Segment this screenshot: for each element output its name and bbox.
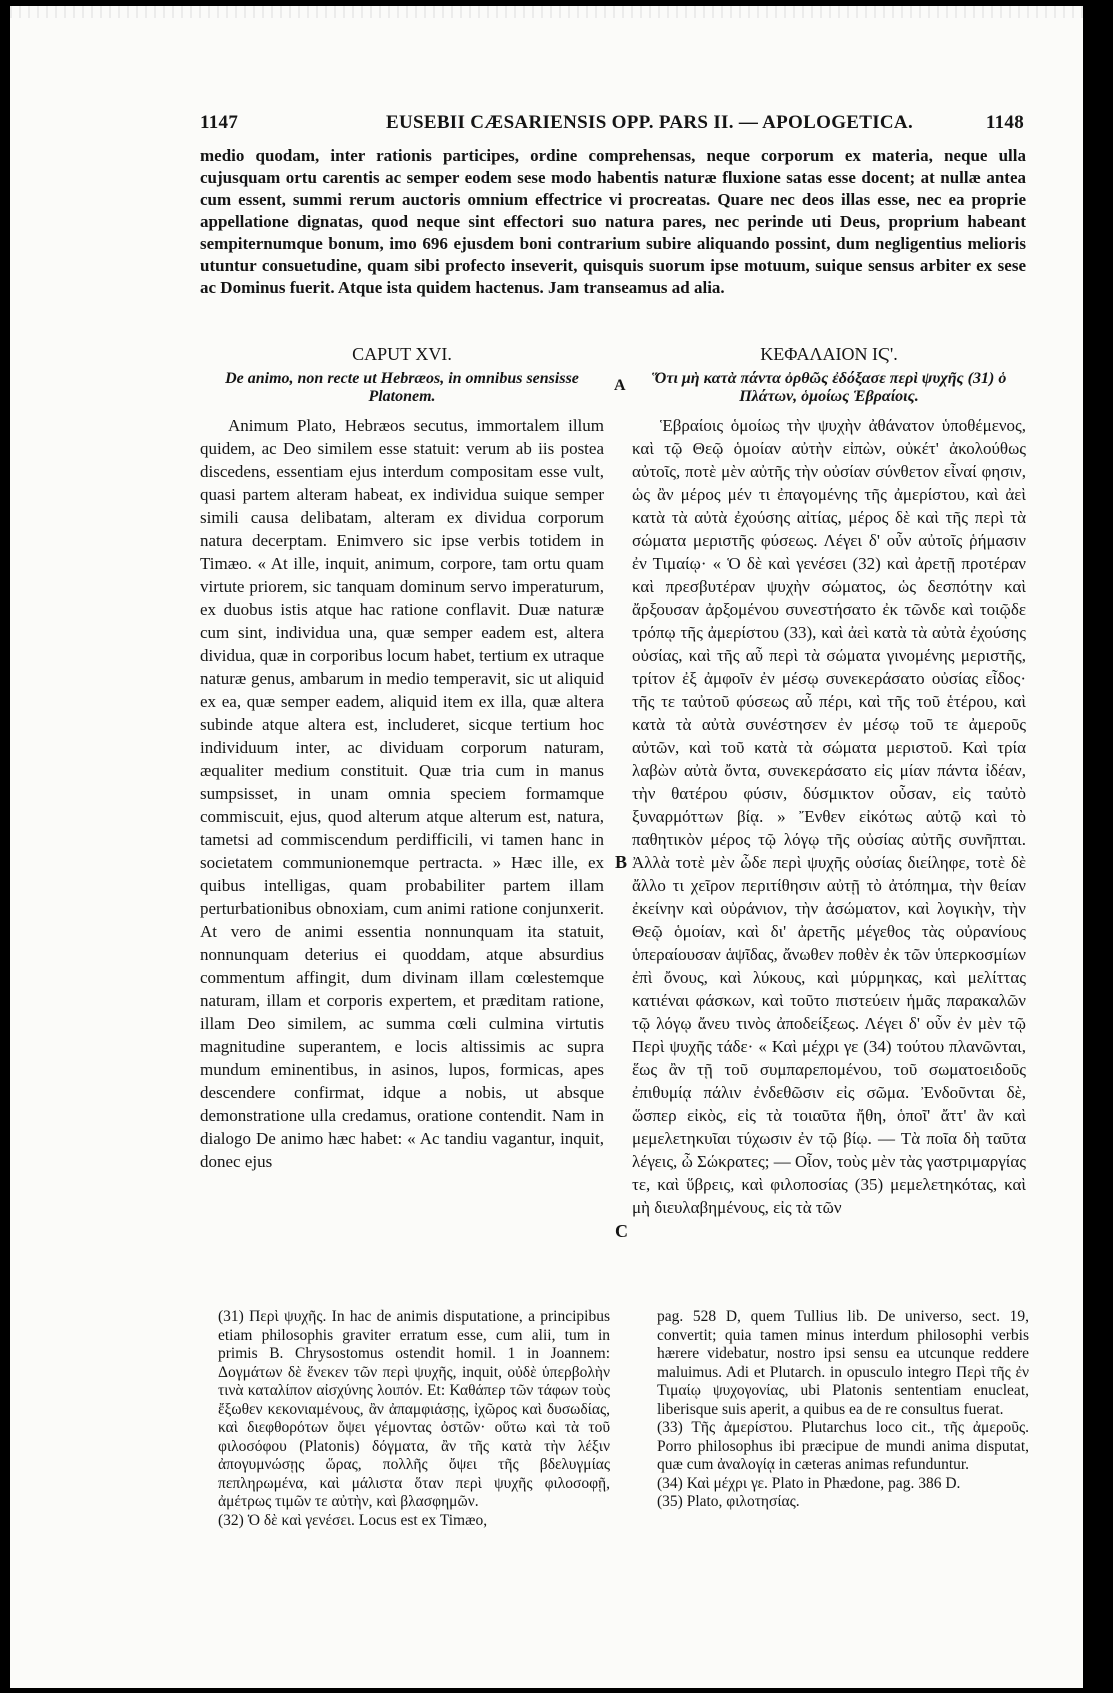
footnotes-right [657,1308,1029,1512]
scan-edge-noise [10,6,1083,18]
greek-chapter-heading: ΚΕΦΑΛΑΙΟΝ ΙϚ'. [760,344,898,364]
footnote: (35) Plato, φιλοτησίας. [657,1493,800,1510]
greek-chapter-summary: Ὅτι μὴ κατὰ πάντα ὀρθῶς ἐδόξασε περὶ ψυχῆς (31) ὁ Πλάτων, ὁμοίως Ἑβραίοις. [651,370,1007,405]
footnote: (32) Ὁ δὲ καὶ γενέσει. Locus est ex Timæo, [218,1511,488,1529]
latin-column [200,343,604,1173]
running-header [200,112,1030,140]
footnote: pag. 528 D, quem Tullius lib. De universo, sect. 19, convertit; quia tamen minus interdum philosophi verbis hærere videbatur, nostro ipsi sensu ea utcunque reddere maluimus. Adi et Plutarch. in opusculo integro Περὶ τῆς ἐν Τιμαίῳ ψυχογονίας, ubi Platonis sententiam enucleat, liberisque suis aperit, a quibus ea de re consultus fuerat. [657,1308,1029,1418]
latin-body-text: Animum Plato, Hebræos secutus, immortalem illum quidem, ac Deo similem esse statuit: verum ab iis postea discedens, essentiam ejus interdum compositam esse vult, quasi partem alteram habeat, ex individua suique semper simili causa delibatam, alteram ex dividua corporum natura decerptam. Enimvero sic ipse verbis totidem in Timæo. « At ille, inquit, animum, corpore, tam ortu quam virtute priorem, sic tanquam dominum servo imperaturum, ex duobus istis atque hac ratione conflavit. Duæ naturæ cum sint, individua una, quæ semper eadem est, altera dividua, quæ in corporibus locum habet, tertium ex utraque naturæ genus, ambarum in medio temperavit, sic ut aliquid ex ea, quæ semper eadem, aliquid item ex illa, quæ altera subinde atque altera est, includeret, sicque tertium hoc individuum inter, ac dividuam corporum naturam, æqualiter medium constituit. Quæ tria cum in manus sumpsisset, in unam omnia speciem formamque commiscuit, ejus, quod alterum atque alterum est, natura, tametsi ad commiscendum perdifficili, vi tamen hanc in societatem communionemque pertracta. » Hæc ille, ex quibus intelligas, quam probabiliter partem illam perturbationibus obnoxiam, cum animi ratione conjunxerit. At vero de animi essentia nonnunquam ita statuit, nonnunquam deterius ei quoddam, atque absurdius commentum affingit, dum divinam illam cœlestemque naturam, illam et corporis expertem, et præditam ratione, illam Deo similem, ac summa cœli culmina virtutis magnitudine superantem, e locis altissimis ac supra mundum eminentibus, in asinos, lupos, formicas, apes descendere confirmat, idque a nobis, ut absque demonstratione ulla credamus, oratione contendit. Nam in dialogo De animo hæc habet: « Ac tandiu vagantur, inquit, donec ejus [200,416,604,1171]
greek-column [632,343,1026,1219]
margin-letter-a: A [614,377,626,394]
latin-chapter-summary: De animo, non recte ut Hebræos, in omnibus sensisse Platonem. [225,370,579,405]
margin-letter-c: C [615,1221,628,1241]
full-width-paragraph [200,145,1026,299]
full-width-text: medio quodam, inter rationis participes, ordine comprehensas, neque corporum ex materia, neque ulla cujusquam ortu carentis ac semper eodem sese modo habentis naturæ fluxione satas esse docent; at nullæ antea cum essent, summi rerum auctoris omnium effectrice vi procreatas. Quare nec deos illas esse, nec ea proprie appellatione dignatas, quod neque sint effectori suo natura pares, nec perinde uti Deus, proprium habeant sempiternumque bonum, imo 696 ejusdem boni contrarium subire aliquando possint, dum negligentius melioris utuntur consuetudine, quam sibi profecto inseverit, quisquis suorum ipse motuum, suique sensus arbiter ex sese ac Dominus fuerit. Atque ista quidem hactenus. Jam transeamus ad alia. [200,146,1026,297]
header-title: EUSEBII CÆSARIENSIS OPP. PARS II. — APOLOGETICA. [386,112,914,133]
footnote: (31) Περὶ ψυχῆς. In hac de animis disputatione, a principibus etiam philosophis graviter erratum esse, cum alii, tum in primis B. Chrysostomus ostendit homil. 1 in Joannem: Δογμάτων δὲ ἕνεκεν τῶν περὶ ψυχῆς, inquit, οὐδὲ ὑπερβολὴν τινὰ καταλίπον αἰσχύνης λοιπόν. Et: Καθάπερ τῶν τάφων τοὺς ἔξωθεν κεκονιαμένους, ἂν ἀπαμφιάσῃς, ἰχῶρος καὶ δυσωδίας, καὶ διεφθορότων ὄψει γέμοντας ὀστῶν· οὕτω καὶ τὰ τοῦ φιλοσόφου (Platonis) δόγματα, ἂν τῆς κατὰ τὴν λέξιν ἀπογυμνώσῃς ὥρας, πολλῆς ὄψει τῆς βδελυγμίας πεπληρωμένα, καὶ μάλιστα ὅταν περὶ ψυχῆς φιλοσοφῇ, ἀμέτρως τιμῶν τε αὐτὴν, καὶ βλασφημῶν. [218,1308,610,1510]
footnotes-left [218,1308,610,1530]
page-number-right: 1148 [985,112,1024,133]
margin-letter-b: B [615,852,628,872]
footnote: (34) Καὶ μέχρι γε. Plato in Phædone, pag. 386 D. [657,1474,961,1492]
page-number-left: 1147 [200,112,239,133]
greek-body-text: Ἑβραίοις ὁμοίως τὴν ψυχὴν ἀθάνατον ὑποθέμενος, καὶ τῷ Θεῷ ὁμοίαν αὐτὴν εἰπὼν, οὐκέτ' ἀκολούθως αὐτοῖς, ποτὲ μὲν αὐτῆς τὴν οὐσίαν σύνθετον εἶναί φησιν, ὡς ἂν μέρος μέν τι ἐπαγομένης τῆς ἀμερίστου, καὶ ἀεὶ κατὰ τὰ αὐτὰ ἐχούσης αἰτίας, μέρος δὲ καὶ τῆς περὶ τὰ σώματα μεριστῆς φύσεως. Λέγει δ' οὖν αὐτοῖς ῥήμασιν ἐν Τιμαίῳ· « Ὁ δὲ καὶ γενέσει (32) καὶ ἀρετῇ προτέραν καὶ πρεσβυτέραν ψυχὴν σώματος, ὡς δεσπότην καὶ ἄρξουσαν ἀρξομένου συνεστήσατο ἐκ τῶνδε καὶ τοιῷδε τρόπῳ τῆς ἀμερίστου (33), καὶ ἀεὶ κατὰ τὰ αὐτὰ ἐχούσης οὐσίας, καὶ τῆς αὖ περὶ τὰ σώματα γινομένης μεριστῆς, τρίτον ἐξ ἀμφοῖν ἐν μέσῳ συνεκεράσατο οὐσίας εἶδος· τῆς τε ταὐτοῦ φύσεως αὖ πέρι, καὶ τῆς τοῦ ἑτέρου, καὶ κατὰ τὰ αὐτὰ συνέστησεν ἐν μέσῳ τοῦ τε ἀμεροῦς αὐτῶν, καὶ τοῦ κατὰ τὰ σώματα μεριστοῦ. Καὶ τρία λαβὼν αὐτὰ ὄντα, συνεκεράσατο εἰς μίαν πάντα ἰδέαν, τὴν θατέρου φύσιν, δύσμικτον οὖσαν, εἰς ταὐτὸ ξυναρμόττων βίᾳ. » Ἔνθεν εἰκότως αὐτῷ καὶ τὸ παθητικὸν μέρος τῷ λόγῳ τῆς οὐσίας αὐτῆς συνῆπται. Ἀλλὰ τοτὲ μὲν ὧδε περὶ ψυχῆς οὐσίας διείληφε, τοτὲ δὲ ἄλλο τι χεῖρον περιτίθησιν αὐτῇ τὸ ἀτόπημα, τὴν θείαν ἐκείνην καὶ οὐράνιον, τὴν ἀσώματον, καὶ λογικὴν, τὴν Θεῷ ὁμοίαν, καὶ δι' ἀρετῆς μέγεθος τὰς οὐρανίους ὑπεραίουσαν ἁψῖδας, ἄνωθεν ποθὲν ἐκ τῶν ὑπερκοσμίων ἐπὶ ὄνους, καὶ λύκους, καὶ μύρμηκας, καὶ μελίττας κατιέναι φάσκων, καὶ τοῦτο πιστεύειν ἡμᾶς παρακαλῶν τῷ λόγῳ ἄνευ τινὸς ἀποδείξεως. Λέγει δ' οὖν ἐν μὲν τῷ Περὶ ψυχῆς τάδε· « Καὶ μέχρι γε (34) τούτου πλανῶνται, ἕως ἂν τῇ τοῦ συμπαρεπομένου, τοῦ σωματοειδοῦς ἐπιθυμίᾳ πάλιν ἐνδεθῶσιν εἰς σῶμα. Ἐνδοῦνται δὲ, ὥσπερ εἰκὸς, εἰς τὰ τοιαῦτα ἤθη, ὁποῖ' ἄττ' ἂν καὶ μεμελετηκυῖαι τύχωσιν ἐν τῷ βίῳ. — Τὰ ποῖα δὴ ταῦτα λέγεις, ὦ Σώκρατες; — Οἷον, τοὺς μὲν τὰς γαστριμαργίας τε, καὶ ὕβρεις, καὶ φιλοποσίας (35) μεμελετηκότας, καὶ μὴ διευλαβημένους, εἰς τὰ τῶν [632,416,1026,1217]
latin-chapter-heading: CAPUT XVI. [352,344,452,364]
footnote: (33) Τῆς ἀμερίστου. Plutarchus loco cit., τῆς ἀμεροῦς. Porro philosophus ibi præcipue de mundi anima disputat, quæ cum ἀναλογίᾳ in cæteras animas refunduntur. [657,1419,1029,1473]
